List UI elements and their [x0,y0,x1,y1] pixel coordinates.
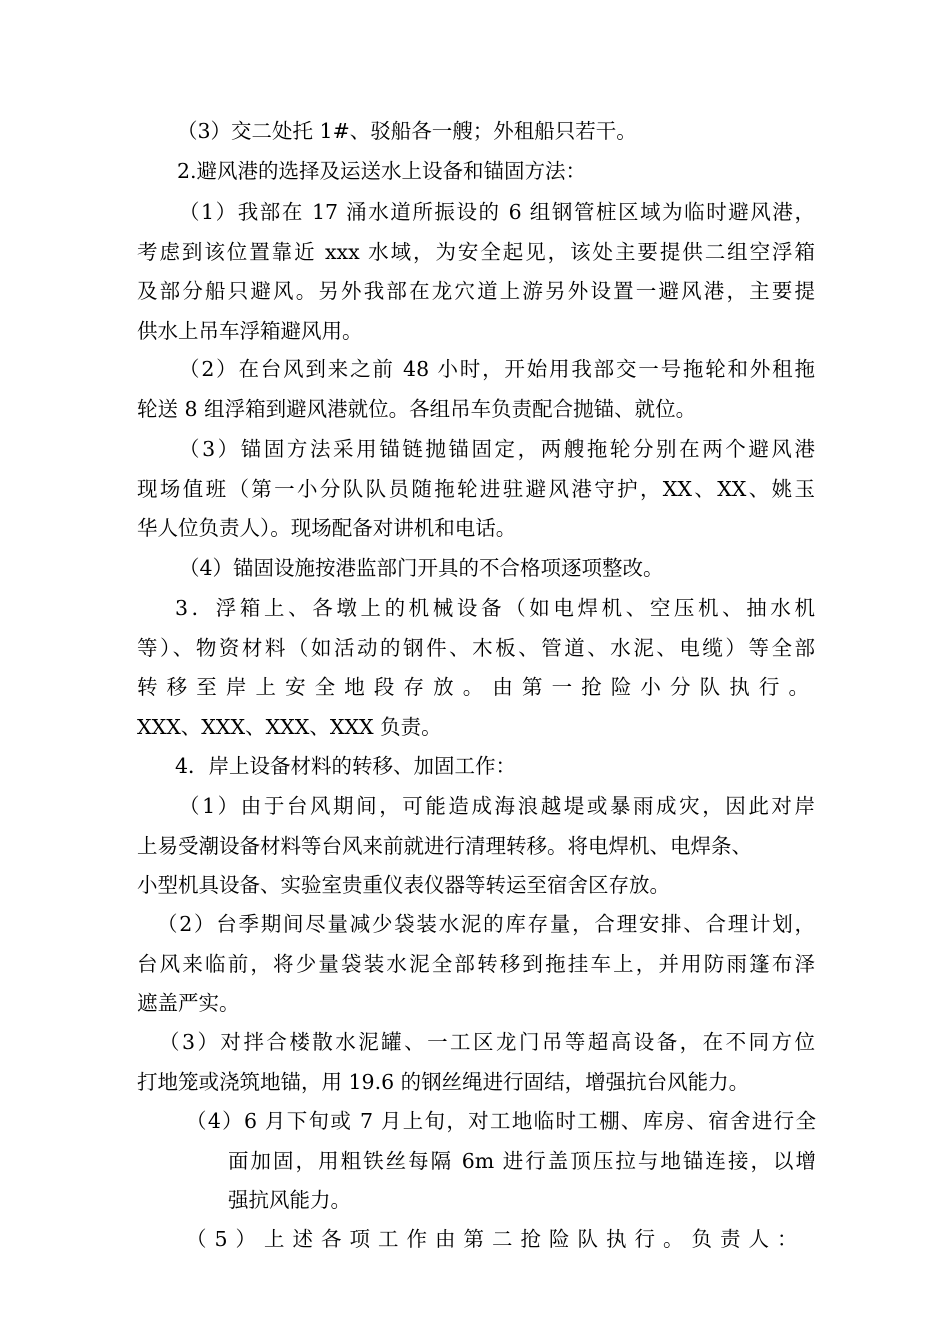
paragraph-7 [137,589,815,747]
paragraph-line: 及部分船只避风。另外我部在龙穴道上游另外设置一避风港，主要提 [137,279,815,303]
paragraph-11 [137,1023,815,1102]
paragraph-line: 面加固，用粗铁丝每隔 6m 进行盖顶压拉与地锚连接，以增 [228,1148,816,1173]
paragraph-5 [137,430,815,549]
paragraph-line: 上易受潮设备材料等台风来前就进行清理转移。将电焊机、电焊条、 [137,833,752,858]
paragraph-2-heading [137,152,815,192]
paragraph-13 [186,1220,806,1260]
paragraph-line: （5）上述各项工作由第二抢险队执行。负责人： [186,1227,806,1251]
paragraph-line: 现场值班（第一小分队队员随拖轮进驻避风港守护，XX、XX、姚玉 [137,476,815,501]
paragraph-line: （4）6 月下旬或 7 月上旬，对工地临时工棚、库房、宿舍进行全 [186,1109,816,1133]
paragraph-10 [137,905,815,1024]
paragraph-6 [137,549,815,589]
paragraph-line: （1）由于台风期间，可能造成海浪越堤或暴雨成灾，因此对岸 [179,794,815,818]
paragraph-line: 考虑到该位置靠近 xxx 水域，为安全起见，该处主要提供二组空浮箱 [137,239,815,264]
paragraph-1 [137,112,815,152]
paragraph-line: （1）我部在 17 涌水道所振设的 6 组钢管桩区域为临时避风港， [179,200,815,224]
paragraph-line: 强抗风能力。 [228,1188,351,1212]
paragraph-line: XXX、XXX、XXX、XXX 负责。 [137,714,442,739]
paragraph-line: 台风来临前，将少量袋装水泥全部转移到拖挂车上，并用防雨篷布泽 [137,951,815,976]
paragraph-12 [186,1102,816,1221]
paragraph-line: 4．岸上设备材料的转移、加固工作： [175,754,517,778]
paragraph-line: 转移至岸上安全地段存放。由第一抢险小分队执行。 [137,675,815,699]
paragraph-line: （4）锚固设施按港监部门开具的不合格项逐项整改。 [179,556,664,580]
paragraph-line: 3．浮箱上、各墩上的机械设备（如电焊机、空压机、抽水机 [175,596,815,620]
paragraph-9 [137,787,815,906]
paragraph-line: （3）对拌合楼散水泥罐、一工区龙门吊等超高设备，在不同方位 [159,1030,815,1054]
paragraph-line: 遮盖严实。 [137,991,240,1015]
paragraph-line: 供水上吊车浮箱避风用。 [137,318,363,343]
paragraph-line: 小型机具设备、实验室贵重仪表仪器等转运至宿舍区存放。 [137,873,670,897]
paragraph-line: 打地笼或浇筑地锚，用 19.6 的钢丝绳进行固结，增强抗台风能力。 [137,1069,750,1094]
paragraph-3 [137,193,815,351]
paragraph-line: （2）在台风到来之前 48 小时，开始用我部交一号拖轮和外租拖 [179,357,815,381]
paragraph-line: （3）锚固方法采用锚链抛锚固定，两艘拖轮分别在两个避风港 [179,437,815,461]
paragraph-4 [137,350,815,429]
paragraph-line: 等）、物资材料（如活动的钢件、木板、管道、水泥、电缆）等全部 [137,635,815,660]
paragraph-line: 华人位负责人）。现场配备对讲机和电话。 [137,516,517,540]
paragraph-line: （3）交二处托 1#、驳船各一艘；外租船只若干。 [177,119,637,143]
paragraph-line: 2.避风港的选择及运送水上设备和锚固方法： [177,159,587,183]
paragraph-8-heading [137,747,815,787]
paragraph-line: （2）台季期间尽量减少袋装水泥的库存量，合理安排、合理计划， [157,912,815,936]
paragraph-line: 轮送 8 组浮箱到避风港就位。各组吊车负责配合抛锚、就位。 [137,396,697,421]
